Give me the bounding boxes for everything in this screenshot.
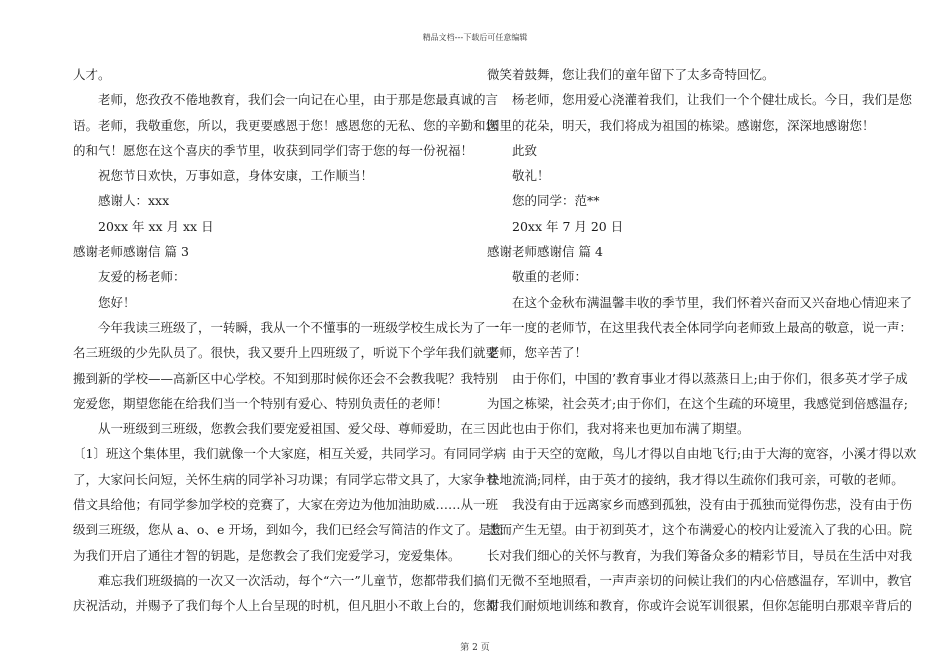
text-line: 语。老师，我敬重您，所以，我更要感恩于您！感恩您的无私、您的辛勤和您	[73, 117, 499, 133]
text-line: 为国之栋梁，社会英才;由于你们，在这个生疏的环境里，我感觉到倍感温存;	[487, 395, 908, 411]
text-line: 名三班级的少先队员了。很快，我又要升上四班级了，听说下个学年我们就要	[73, 345, 499, 361]
text-line: 杨老师，您用爱心浇灌着我们，让我们一个个健壮成长。今日，我们是您	[512, 92, 913, 108]
salutation: 敬重的老师：	[512, 269, 588, 285]
text-line: 20xx 年 xx 月 xx 日	[98, 218, 214, 234]
text-line: 园里的花朵，明天，我们将成为祖国的栋梁。感谢您，深深地感谢您！	[487, 117, 875, 133]
text-line: 从一班级到三班级，您教会我们要宠爱祖国、爱父母、尊师爱助，在三	[98, 421, 486, 437]
text-line: 感谢人：xxx	[98, 193, 170, 209]
text-line: 您好！	[98, 294, 136, 310]
text-line: 敬礼！	[512, 168, 550, 184]
text-line: 为我们开启了通往才智的钥匙，是您教会了我们宠爱学习，宠爱集体。	[73, 547, 461, 563]
text-line: 悲而产生无望。由于初到英才，这个布满爱心的校内让爱流入了我的心田。院	[487, 522, 913, 538]
text-line: 了，大家问长问短，关怀生病的同学补习功课；有同学忘带文具了，大家争着	[73, 471, 499, 487]
left-text-column	[73, 62, 506, 619]
text-line: 〔1〕班这个集体里，我们就像一个大家庭，相互关爱，共同学习。有同同学病	[73, 446, 506, 462]
text-line: 您的同学：范**	[512, 193, 600, 209]
text-line: 由于天空的宽敞，鸟儿才得以自由地飞行;由于大海的宽容，小溪才得以欢	[512, 446, 917, 462]
text-line: 搬到新的学校——高新区中心学校。不知到那时候你还会不会教我呢？我特别	[73, 370, 499, 386]
text-line: 老师，您孜孜不倦地教育，我们会一向记在心里，由于那是您最真诚的言	[98, 92, 499, 108]
text-line: 借文具给他；有同学参加学校的竞赛了，大家在旁边为他加油助威……从一班	[73, 497, 499, 513]
text-line: 们无微不至地照看，一声声亲切的问候让我们的内心倍感温存，军训中，教官	[487, 572, 913, 588]
text-line: 今年我读三班级了，一转瞬，我从一个不懂事的一班级学校生成长为了一	[98, 319, 499, 335]
text-line: 的和气！愿您在这个喜庆的季节里，收获到同学们寄于您的每一份祝福！	[73, 142, 474, 158]
text-line: 此致	[512, 142, 538, 158]
text-line: 一年一度的老师节，在这里我代表全体同学向老师致上最高的敬意，说一声：	[487, 319, 913, 335]
page-header: 精品文档---下载后可任意编辑	[422, 33, 528, 42]
text-line: 难忘我们班级搞的一次又一次活动，每个“六一”儿童节，您都带我们搞	[98, 572, 486, 588]
text-line: 因此也由于你们，我对将来也更加布满了期望。	[487, 421, 750, 437]
text-line: 级到三班级，您从 a、o、e 开场，到如今，我们已经会写简洁的作文了。是您	[73, 522, 504, 538]
text-line: 庆祝活动，并赐予了我们每个人上台呈现的时机，但凡胆小不敢上台的，您都	[73, 598, 499, 614]
text-line: 在这个金秋布满温馨丰收的季节里，我们怀着兴奋而又兴奋地心情迎来了	[512, 294, 913, 310]
right-text-column	[487, 62, 917, 619]
text-line: 微笑着鼓舞，您让我们的童年留下了太多奇特回忆。	[487, 67, 775, 82]
text-line: 我没有由于远离家乡而感到孤独，没有由于孤独而觉得伤悲，没有由于伤	[512, 497, 913, 513]
section-title: 感谢老师感谢信 篇 4	[487, 244, 603, 260]
salutation: 友爱的杨老师：	[98, 269, 186, 285]
text-line: 宠爱您，期望您能在给我们当一个特别有爱心、特别负责任的老师！	[73, 395, 449, 411]
section-title: 感谢老师感谢信 篇 3	[73, 244, 189, 260]
text-line: 由于你们，中国的’教育事业才得以蒸蒸日上;由于你们，很多英才学子成	[512, 370, 908, 386]
text-line: 人才。	[73, 67, 111, 82]
text-line: 20xx 年 7 月 20 日	[512, 218, 624, 234]
text-line: 对我们耐烦地训练和教育，你或许会说军训很累，但你怎能明白那艰辛背后的	[487, 598, 913, 614]
text-line: 长对我们细心的关怀与教育，为我们筹备众多的精彩节目，导员在生活中对我	[487, 547, 913, 563]
page-number: 第 2 页	[460, 643, 490, 653]
text-line: 老师，您辛苦了！	[487, 345, 588, 361]
text-line: 祝您节日欢快，万事如意，身体安康，工作顺当！	[98, 168, 374, 184]
text-line: 快地流淌;同样，由于英才的接纳，我才得以生疏你们我可亲，可敬的老师。	[487, 471, 904, 487]
